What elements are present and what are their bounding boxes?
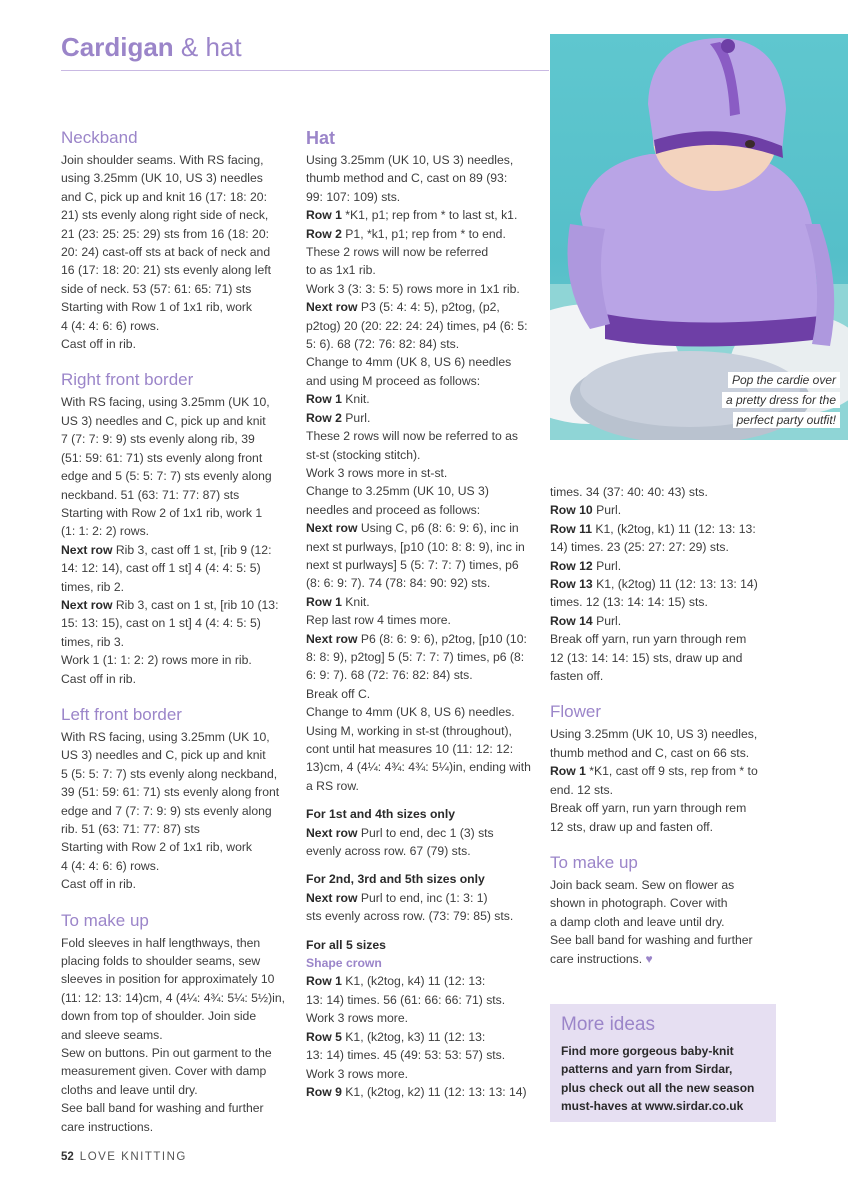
- column-2: Hat Using 3.25mm (UK 10, US 3) needles, thumb method and C, cast on 89 (93: 99: 107: 109) sts. Row 1 *K1, p1; rep from * to last st, k1. Row 2 P1, *k1, p1; rep from * to end. These 2 rows will now be referred to as 1x1 rib. Work 3 (3: 3: 5: 5) rows more in 1x1 rib. Next row P3 (5: 4: 4: 5), p2tog, (p2, p2tog) 20 (20: 22: 24: 24) times, p4 (6: 5: 5: 6). 68 (72: 76: 82: 84) sts. Change to 4mm (UK 8, US 6) needles and using M proceed as follows: Row 1 Knit. Row 2 Purl. These 2 rows will now be referred to as st-st (stocking stitch). Work 3 rows more in st-st. Change to 3.25mm (UK 10, US 3) needles and proceed as follows: Next row Using C, p6 (8: 6: 9: 6), inc in next st purlways, [p10 (10: 8: 8: 9), inc in next st purlways] 5 (5: 7: 7: 7) times, p6 (8: 6: 9: 7). 74 (78: 84: 90: 92) sts. Row 1 Knit. Rep last row 4 times more. Next row P6 (8: 6: 9: 6), p2tog, [p10 (10: 8: 8: 9), p2tog] 5 (5: 7: 7: 7) times, p6 (8: 6: 9: 7). 68 (72: 76: 82: 84) sts. Break off C. Change to 4mm (UK 8, US 6) needles. Using M, working in st-st (throughout), cont until hat measures 10 (11: 12: 12: 13)cm, 4 (4¼: 4¾: 4¾: 5¼)in, ending with a RS row. For 1st and 4th sizes only Next row Purl to end, dec 1 (3) sts evenly across row. 67 (79) sts. For 2nd, 3rd and 5th sizes only Next row Purl to end, inc (1: 3: 1) sts evenly across row. (73: 79: 85) sts. For all 5 sizes Shape crown Row 1 K1, (k2tog, k4) 11 (12: 13: 13: 14) times. 56 (61: 66: 66: 71) sts. Work 3 rows more. Row 5 K1, (k2tog, k3) 11 (12: 13: 13: 14) times. 45 (49: 53: 53: 57) sts. Work 3 rows more. Row 9 K1, (k2tog, k2) 11 (12: 13: 13: 14): [306, 127, 542, 1101]
- left-front-border-heading: Left front border: [61, 704, 182, 724]
- page-footer: [61, 1151, 187, 1163]
- more-ideas-text: Find more gorgeous baby-knit patterns and yarn from Sirdar, plus check out all the new season must-haves at www.sirdar.co.uk: [561, 1044, 755, 1114]
- neckband-heading: Neckband: [61, 128, 138, 147]
- page-title: Cardigan & hat: [61, 32, 242, 62]
- column-1: Neckband Join shoulder seams. With RS facing, using 3.25mm (UK 10, US 3) needles and C, pick up and knit 16 (17: 18: 20: 21) sts evenly along right side of neck, 21 (23: 25: 25: 29) sts from 16 (18: 20: 20: 24) cast-off sts at back of neck and 16 (17: 18: 20: 21) sts evenly along left side of neck. 53 (57: 61: 65: 71) sts Starting with Row 1 of 1x1 rib, work 4 (4: 4: 6: 6) rows. Cast off in rib. Right front border With RS facing, using 3.25mm (UK 10, US 3) needles and C, pick up and knit 7 (7: 7: 9: 9) sts evenly along rib, 39 (51: 59: 61: 71) sts evenly along front edge and 5 (5: 5: 7: 7) sts evenly along neckband. 51 (63: 71: 77: 87) sts Starting with Row 2 of 1x1 rib, work 1 (1: 1: 2: 2) rows. Next row Rib 3, cast off 1 st, [rib 9 (12: 14: 12: 14), cast off 1 st] 4 (4: 4: 5: 5) times, rib 2. Next row Rib 3, cast on 1 st, [rib 10 (13: 15: 13: 15), cast on 1 st] 4 (4: 4: 5: 5) times, rib 3. Work 1 (1: 1: 2: 2) rows more in rib. Cast off in rib. Left front border With RS facing, using 3.25mm (UK 10, US 3) needles and C, pick up and knit 5 (5: 5: 7: 7) sts evenly along neckband, 39 (51: 59: 61: 71) sts evenly along front edge and 7 (7: 7: 9: 9) sts evenly along rib. 51 (63: 71: 77: 87) sts Starting with Row 2 of 1x1 rib, work 4 (4: 4: 6: 6) rows. Cast off in rib. To make up Fold sleeves in half lengthways, then placing folds to shoulder seams, sew sleeves in position for approximately 10 (11: 12: 13: 14)cm, 4 (4¼: 4¾: 5¼: 5½)in, down from top of shoulder. Join side and sleeve seams. Sew on buttons. Pin out garment to the measurement given. Cover with damp cloths and leave until dry. See ball band for washing and further care instructions.: [61, 127, 291, 1136]
- hat-make-up-heading: To make up: [550, 852, 638, 872]
- all-sizes-heading: For all 5 sizes: [306, 937, 386, 952]
- column-3: times. 34 (37: 40: 40: 43) sts. Row 10 Purl. Row 11 K1, (k2tog, k1) 11 (12: 13: 13: 14) times. 23 (25: 27: 27: 29) sts. Row 12 Purl. Row 13 K1, (k2tog) 11 (12: 13: 13: 14) times. 12 (13: 14: 14: 15) sts. Row 14 Purl. Break off yarn, run yarn through rem 12 (13: 14: 14: 15) sts, draw up and fasten off. Flower Using 3.25mm (UK 10, US 3) needles, thumb method and C, cast on 66 sts. Row 1 *K1, cast off 9 sts, rep from * to end. 12 sts. Break off yarn, run yarn through rem 12 sts, draw up and fasten off. To make up Join back seam. Sew on flower as shown in photograph. Cover with a damp cloth and leave until dry. See ball band for washing and further care instructions. ♥: [550, 483, 780, 968]
- magazine-name: LOVE KNITTING: [79, 1151, 187, 1163]
- page-number: 52: [61, 1151, 74, 1163]
- more-ideas-box: [550, 1004, 776, 1122]
- more-ideas-heading: More ideas: [561, 1014, 655, 1035]
- heart-icon: ♥: [645, 951, 653, 966]
- sizes-1-4-heading: For 1st and 4th sizes only: [306, 807, 455, 822]
- sizes-2-3-5-heading: For 2nd, 3rd and 5th sizes only: [306, 872, 485, 887]
- title-rule: [61, 70, 549, 71]
- flower-heading: Flower: [550, 702, 602, 722]
- hat-heading: Hat: [306, 128, 336, 148]
- photo-caption: Pop the cardie over a pretty dress for the perfect party outfit!: [722, 370, 840, 430]
- baby-photo: [550, 34, 848, 440]
- right-front-border-heading: Right front border: [61, 370, 194, 390]
- shape-crown-heading: Shape crown: [306, 956, 382, 971]
- to-make-up-heading: To make up: [61, 910, 149, 930]
